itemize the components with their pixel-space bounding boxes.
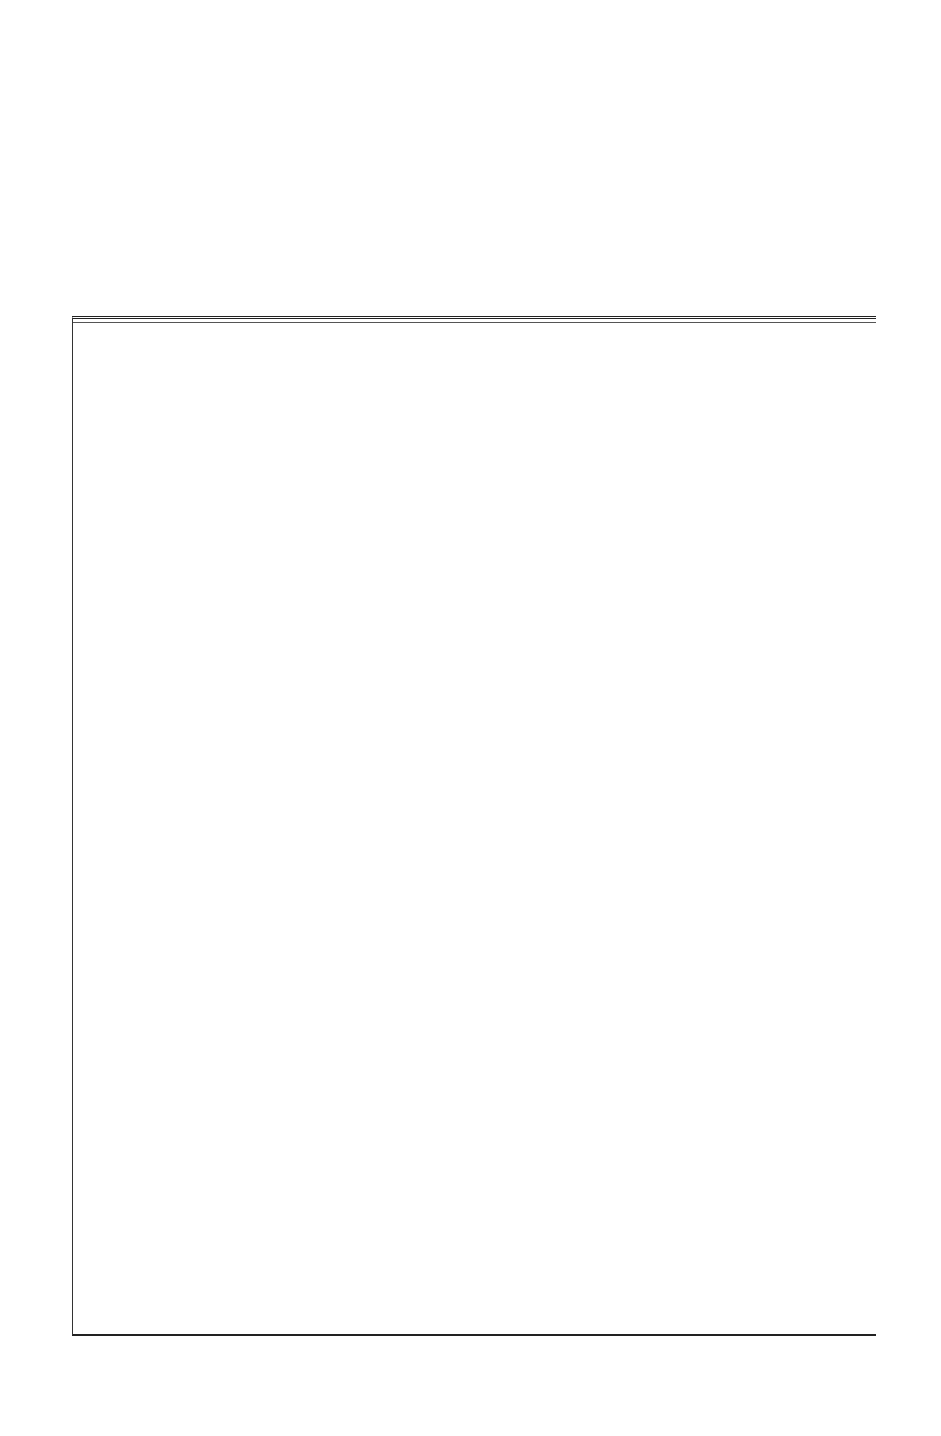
exports-table [72, 316, 876, 1336]
